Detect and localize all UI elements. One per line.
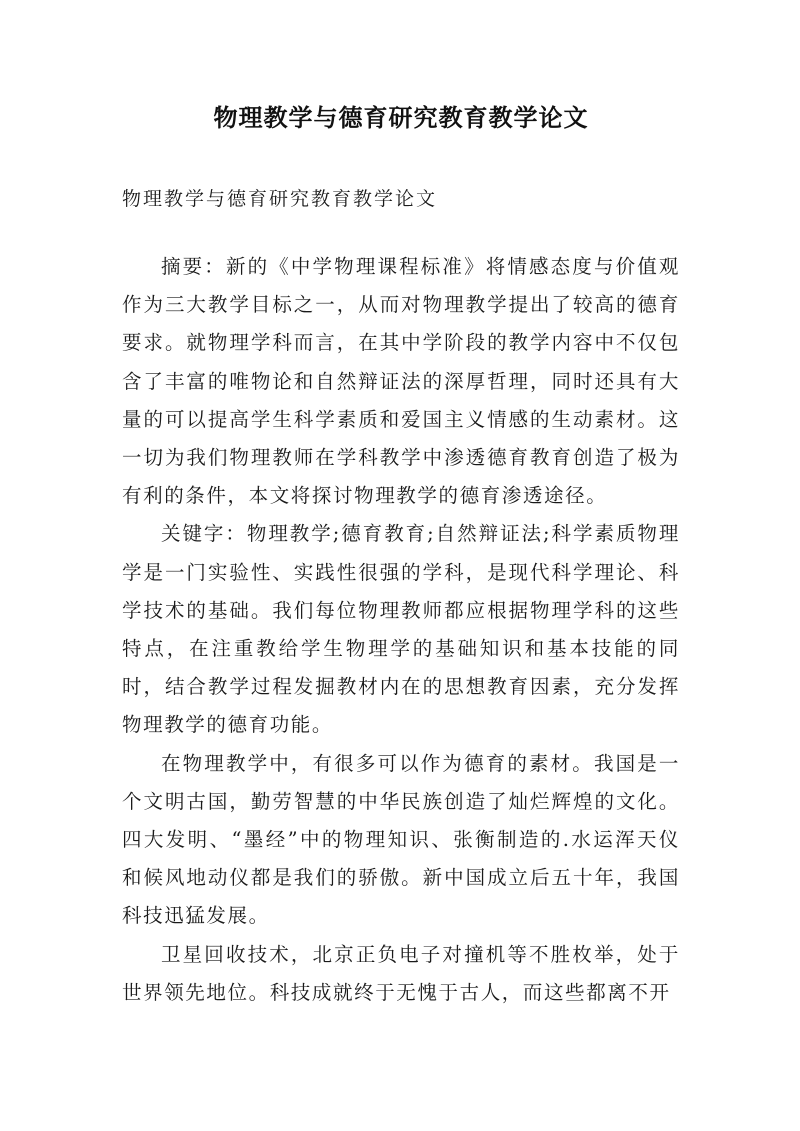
keywords-paragraph: 关键字：物理教学;德育教育;自然辩证法;科学素质物理学是一门实验性、实践性很强的学科，是现代科学理论、科学技术的基础。我们每位物理教师都应根据物理学科的这些特点，在注重教给学生物理学的基础知识和基本技能的同时，结合教学过程发掘教材内在的思想教育因素，充分发挥物理教学的德育功能。 [122,522,680,737]
abstract-paragraph: 摘要：新的《中学物理课程标准》将情感态度与价值观作为三大教学目标之一，从而对物理教学提出了较高的德育要求。就物理学科而言，在其中学阶段的教学内容中不仅包含了丰富的唯物论和自然辩证法的深厚哲理，同时还具有大量的可以提高学生科学素质和爱国主义情感的生动素材。这一切为我们物理教师在学科教学中渗透德育教育创造了极为有利的条件，本文将探讨物理教学的德育渗透途径。 [122,255,680,508]
body-paragraph: 卫星回收技术，北京正负电子对撞机等不胜枚举，处于世界领先地位。科技成就终于无愧于古人，而这些都离不开 [122,942,680,1004]
document-subtitle: 物理教学与德育研究教育教学论文 [122,188,438,210]
document-body [122,248,680,1012]
body-paragraph: 在物理教学中，有很多可以作为德育的素材。我国是一个文明古国，勤劳智慧的中华民族创造了灿烂辉煌的文化。四大发明、“墨经”中的物理知识、张衡制造的.水运浑天仪和候风地动仪都是我们的骄傲。新中国成立后五十年，我国科技迅猛发展。 [122,751,680,928]
document-title: 物理教学与德育研究教育教学论文 [213,104,589,132]
